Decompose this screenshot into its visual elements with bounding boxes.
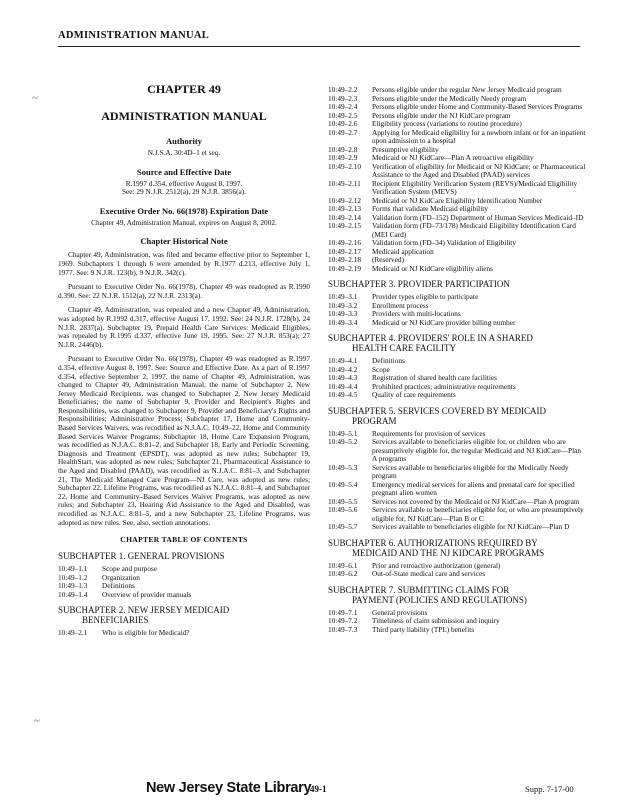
toc-entry: 10:49–3.4 Medicaid or NJ KidCare provider billing number <box>328 317 516 327</box>
toc-entry: 10:49–5.3 Services available to beneficiaries eligible for the Medically Needy program <box>328 462 569 480</box>
toc-entry: 10:49–2.19 Medicaid or NJ KidCare eligibility aliens <box>328 263 493 273</box>
toc-entry: 10:49–2.18 (Reserved) <box>328 255 405 264</box>
toc-entry: 10:49–7.2 Timeliness of claim submission and inquiry <box>328 616 500 625</box>
margin-mark: ~ <box>32 92 38 104</box>
toc-list <box>58 565 310 599</box>
chapter-title: ADMINISTRATION MANUAL <box>101 109 267 123</box>
toc-entry: 10:49–2.8 Presumptive eligibility <box>328 144 439 154</box>
toc-entry: 10:49–4.5 Quality of care requirements <box>328 390 456 399</box>
subchapter-heading: SUBCHAPTER 5. SERVICES COVERED BY MEDICAID PROGRAM <box>328 405 546 426</box>
toc-entry: 10:49–2.5 Persons eligible under the NJ KidCare program <box>328 110 511 120</box>
toc-list <box>328 86 586 273</box>
toc-entry: 10:49–5.1 Requirements for provision of services <box>328 428 486 438</box>
subchapter-heading: SUBCHAPTER 7. SUBMITTING CLAIMS FOR PAYMENT (POLICIES AND REGULATIONS) <box>328 584 527 605</box>
source-heading: Source and Effective Date <box>136 166 232 177</box>
right-column <box>328 86 586 639</box>
toc-list <box>328 430 586 532</box>
toc-entry: 10:49–2.17 Medicaid application <box>328 246 434 256</box>
toc-entry: 10:49–7.1 General provisions <box>328 607 428 617</box>
toc-entry: 10:49–2.7 Applying for Medicaid eligibility for a newborn infant or for an inpatient upon admission to a hospital <box>328 127 586 145</box>
eo-text: Chapter 49, Administration Manual, expires on August 8, 2002. <box>91 217 277 227</box>
toc-entry: 10:49–2.3 Persons eligible under the Medically Needy program <box>328 93 527 103</box>
left-column <box>58 82 310 643</box>
toc-entry: 10:49–3.1 Provider types eligible to participate <box>328 292 479 301</box>
authority-heading: Authority <box>166 136 202 146</box>
toc-list <box>328 609 586 635</box>
toc-entry: 10:49–6.1 Prior and retroactive authorization (general) <box>328 560 501 570</box>
toc-entry: 10:49–2.10 Verification of eligibility for Medicaid or NJ KidCare; or Pharmaceutical Assistance to the Aged and Disabled (PAAD) services <box>328 161 586 179</box>
toc-entry: 10:49–2.14 Validation form (FD–152) Department of Human Services Medicaid–ID <box>328 212 584 222</box>
source-text: See: 29 N.J.R. 2512(a), 29 N.J.R. 3856(a). <box>121 187 247 197</box>
toc-entry: 10:49–5.2 Services available to beneficiaries eligible for, or children who are presumptively eligible for, the regular Medicaid and NJ KidCare—Plan A programs <box>328 437 582 463</box>
toc-list <box>58 629 310 638</box>
history-paragraph: Chapter 49, Administration, was repealed and a new Chapter 49, Administration, was adopted by R.1992 d.317, effective August 17, 1992. See: 24 N.J.R. 1728(b), 24 N.J.R. 2837(a). Subchapter 19, Prepaid Health Care Services: Medicaid Eligibles, was repealed by R.1995 d.337, effective June 19, 1995. See: 27 N.J.R. 853(a); 27 N.J.R. 2446(b). <box>58 305 310 349</box>
toc-entry: 10:49–5.7 Services available to beneficiaries eligible for NJ KidCare—Plan D <box>328 522 570 531</box>
supplement-date: Supp. 7-17-00 <box>525 784 574 794</box>
subchapter-heading: SUBCHAPTER 2. NEW JERSEY MEDICAID BENEFICIARIES <box>58 605 230 626</box>
subchapter-heading: SUBCHAPTER 1. GENERAL PROVISIONS <box>58 551 225 562</box>
subchapter-heading: SUBCHAPTER 3. PROVIDER PARTICIPATION <box>328 279 510 289</box>
toc-entry: 10:49–1.2 Organization <box>58 572 140 582</box>
eo-heading: Executive Order No. 66(1978) Expiration Date <box>99 205 269 216</box>
toc-list <box>328 293 586 327</box>
history-heading: Chapter Historical Note <box>140 236 228 247</box>
toc-entry: 10:49–6.2 Out-of-State medical care and services <box>328 569 486 578</box>
toc-list <box>328 562 586 579</box>
toc-entry: 10:49–4.3 Registration of shared health care facilities <box>328 373 498 382</box>
subchapter-heading: SUBCHAPTER 6. AUTHORIZATIONS REQUIRED BY MEDICAID AND THE NJ KIDCARE PROGRAMS <box>328 537 545 558</box>
toc-heading: CHAPTER TABLE OF CONTENTS <box>120 535 248 545</box>
toc-entry: 10:49–2.13 Forms that validate Medicaid eligibility <box>328 204 488 213</box>
toc-entry: 10:49–2.4 Persons eligible under Home and Community-Based Services Programs <box>328 102 583 111</box>
toc-entry: 10:49–2.12 Medicaid or NJ KidCare Eligibility Identification Number <box>328 195 543 205</box>
margin-mark: ~ <box>34 715 40 727</box>
authority-text: N.J.S.A. 30:4D–1 et seq. <box>147 148 221 157</box>
toc-entry: 10:49–5.6 Services available to beneficiaries eligible for, or who are presumptively eligible for, NJ KidCare—Plan B or C <box>328 505 584 523</box>
toc-entry: 10:49–1.1 Scope and purpose <box>58 564 158 574</box>
subchapter-heading: SUBCHAPTER 4. PROVIDERS' ROLE IN A SHARED HEALTH CARE FACILITY <box>328 333 533 353</box>
toc-list <box>328 357 586 400</box>
history-paragraph: Pursuant to Executive Order No. 66(1978), Chapter 49 was readopted as R.1997 d.354, effective August 8, 1997. See: Source and Effective Date. As a part of R.1997 d.354, effective September 2, 1997, the name of Chapter 49, Administration, was changed to Chapter 49, Administration Manual, the name of Subchapter 2, New Jersey Medicaid Recipients, was changed to Subchapter 2, New Jersey Medicaid Beneficiaries; the name of Subchapter 9, Provider and Recipient's Rights and Responsibilities, was changed to Subchapter 9, Provider and Beneficiary's Rights and Responsibilities; Administrative Process; Subchapter 17, Home and Community-Based Services Waivers, was recodified as N.J.A.C. 10:49–22, Home and Community Based Services Waiver Programs; Subchapter 18, Home Care Expansion Program, was recodified as N.J.A.C. 8:81–2, and Subchapter 18, Early and Periodic Screening, Diagnosis and Treatment (EPSDT), was adopted as new rules; Subchapter 19, HealthStart, was adopted as new rules; Subchapter 21, Pharmaceutical Assistance to the Aged and Disabled (PAAD), was recodified as N.J.A.C. 8:81–3, and Subchapter 21, The Medicaid Managed Care Program—NJ Care, was adopted as new rules; Subchapter 22, Lifeline Programs, was recodified as N.J.A.C. 8:81–4, and Subchapter 22, Home and Community–Based Services Waiver Programs, was adopted as new rules; and Subchapter 23, Hearing Aid Assistance to the Aged and Disabled, was recodified as N.J.A.C. 8:81–5, and a new Subchapter 23, Lifeline Programs, was adopted as new rules. See, also, section annotations. <box>58 354 310 527</box>
toc-entry: 10:49–4.1 Definitions <box>328 356 405 365</box>
toc-entry: 10:49–5.4 Emergency medical services for aliens and prenatal care for specified pregnant alien women <box>328 479 575 497</box>
toc-entry: 10:49–2.9 Medicaid or NJ KidCare—Plan A retroactive eligibility <box>328 153 534 162</box>
header-rule <box>58 46 580 47</box>
toc-entry: 10:49–2.16 Validation form (FD–34) Validation of Eligibility <box>328 238 516 247</box>
chapter-number: CHAPTER 49 <box>147 82 221 96</box>
toc-entry: 10:49–4.4 Prohibited practices; administrative requirements <box>328 381 516 391</box>
toc-entry: 10:49–5.5 Services not covered by the Medicaid or NJ KidCare—Plan A program <box>328 496 580 506</box>
toc-entry: 10:49–7.3 Third party liability (TPL) benefits <box>328 624 475 634</box>
library-logo: New Jersey State Library <box>146 780 312 796</box>
toc-entry: 10:49–1.3 Definitions <box>58 581 135 591</box>
running-header: ADMINISTRATION MANUAL <box>58 30 210 41</box>
toc-entry: 10:49–3.2 Enrollment process <box>328 300 429 310</box>
toc-entry: 10:49–2.15 Validation form (FD–73/178) Medicaid Eligibility Identification Card (MEI Card) <box>328 221 576 239</box>
toc-entry: 10:49–2.11 Recipient Eligibility Verification System (REVS)/Medicaid Eligibility Verification System (MEVS) <box>328 178 578 196</box>
toc-entry: 10:49–3.3 Providers with multi-locations <box>328 309 461 318</box>
toc-entry: 10:49–2.2 Persons eligible under the regular New Jersey Medicaid program <box>328 85 562 94</box>
toc-entry: 10:49–1.4 Overview of provider manuals <box>58 589 192 599</box>
history-paragraph: Chapter 49, Administration, was filed and became effective prior to September 1, 1969. Subchapters 1 through 6 were amended by R.1977 d.213, effective July 1, 1977. See: 9 N.J.R. 123(b), 9 N.J.R. 342(c). <box>58 250 310 277</box>
source-text: R.1997 d.354, effective August 8, 1997. <box>125 178 243 188</box>
toc-entry: 10:49–4.2 Scope <box>328 364 390 374</box>
toc-entry: 10:49–2.6 Eligibility process (variations to routine procedure) <box>328 119 522 128</box>
toc-entry: 10:49–2.1 Who is eligible for Medicaid? <box>58 628 190 638</box>
page-number: 49-1 <box>310 784 327 794</box>
history-paragraph: Pursuant to Executive Order No. 66(1978), Chapter 49 was readopted as R.1990 d.390. See: 22 N.J.R. 1512(a), 22 N.J.R. 2313(a). <box>58 282 310 300</box>
